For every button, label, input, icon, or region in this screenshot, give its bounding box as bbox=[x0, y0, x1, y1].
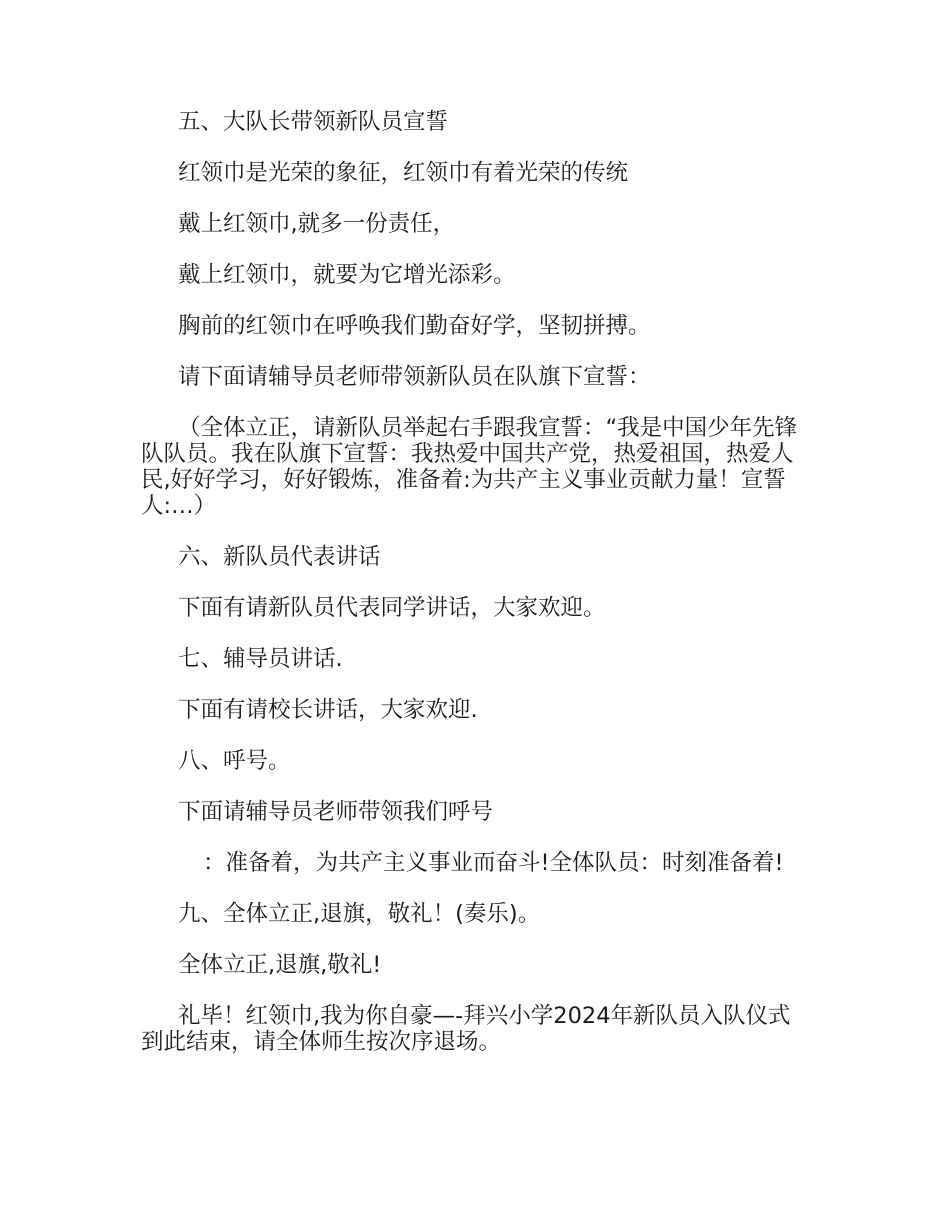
section-heading-counselor-speech: 七、辅导员讲话. bbox=[178, 646, 343, 672]
document-body bbox=[141, 109, 813, 1080]
section-heading-slogan: 八、呼号。 bbox=[178, 748, 291, 774]
closing-paragraph: 礼毕！红领巾,我为你自豪—-拜兴小学2024年新队员入队仪式到此结束，请全体师生按次序退场。 bbox=[141, 1003, 791, 1055]
paragraph: 戴上红领巾,就多一份责任， bbox=[178, 211, 456, 237]
paragraph: 请下面请辅导员老师带领新队员在队旗下宣誓： bbox=[178, 364, 651, 390]
section-heading-oath: 五、大队长带领新队员宣誓 bbox=[178, 109, 449, 135]
paragraph: 胸前的红领巾在呼唤我们勤奋好学，坚韧拼搏。 bbox=[178, 313, 651, 339]
paragraph: 红领巾是光荣的象征，红领巾有着光荣的传统 bbox=[178, 160, 629, 186]
paragraph: 下面有请新队员代表同学讲话，大家欢迎。 bbox=[178, 595, 606, 621]
slogan-paragraph: ：准备着，为共产主义事业而奋斗!全体队员：时刻准备着! bbox=[203, 850, 784, 876]
paragraph: 戴上红领巾，就要为它增光添彩。 bbox=[178, 262, 516, 288]
section-heading-flag-retreat: 九、全体立正,退旗，敬礼！(奏乐)。 bbox=[178, 901, 541, 927]
paragraph: 下面请辅导员老师带领我们呼号 bbox=[178, 799, 494, 825]
section-heading-representative-speech: 六、新队员代表讲话 bbox=[178, 544, 381, 570]
oath-paragraph: （全体立正，请新队员举起右手跟我宣誓：“我是中国少年先锋队队员。我在队旗下宣誓：我热爱中国共产党，热爱祖国，热爱人民,好好学习，好好锻炼，准备着:为共产主义事业贡献力量！宣誓人:…） bbox=[141, 415, 798, 519]
paragraph: 下面有请校长讲话，大家欢迎. bbox=[178, 697, 478, 723]
paragraph: 全体立正,退旗,敬礼! bbox=[178, 952, 382, 978]
